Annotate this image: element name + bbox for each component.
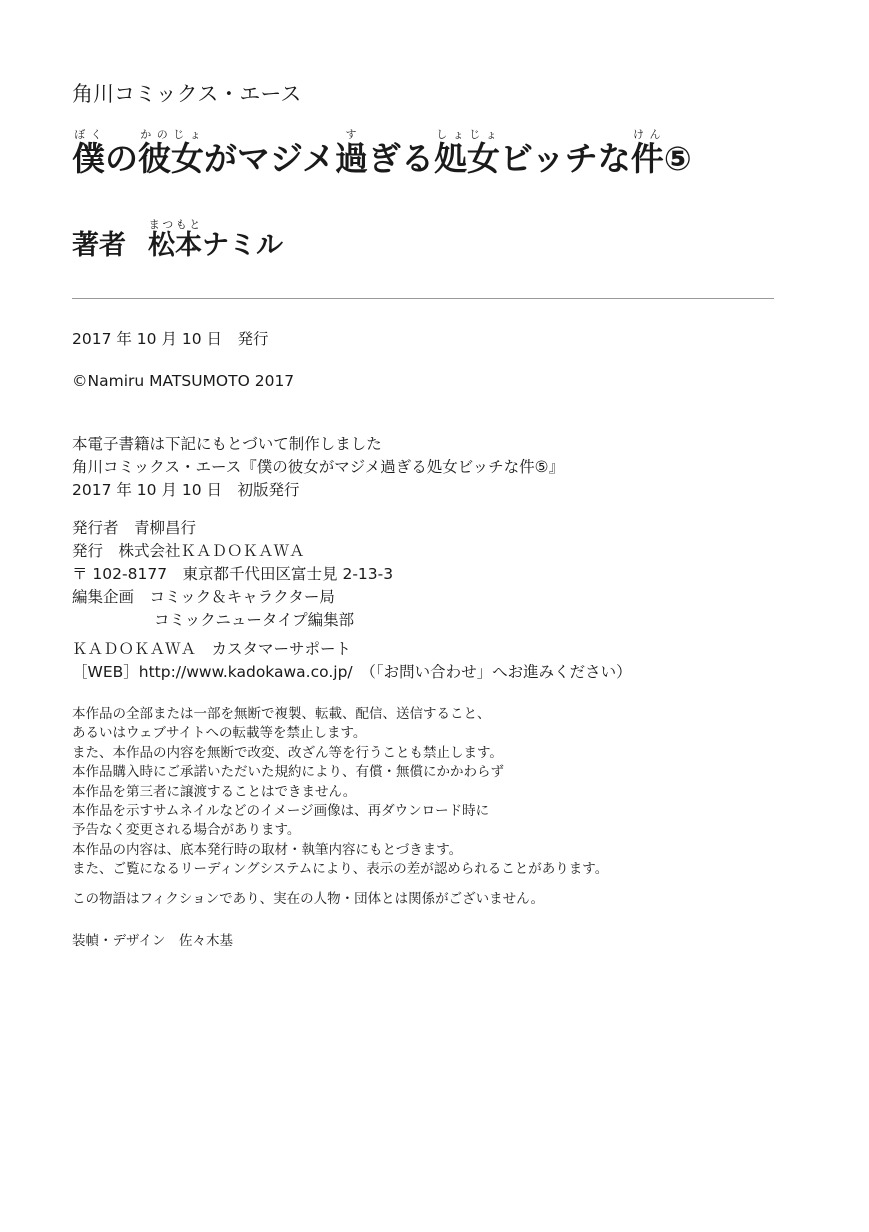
publisher-line: 発行者 青柳昌行 (72, 519, 197, 537)
divider (72, 298, 774, 299)
publisher-line-indented: コミックニュータイプ編集部 (154, 611, 355, 629)
title-seg-8: 件けん (630, 128, 664, 178)
source-line: 本電子書籍は下記にもとづいて制作しました (72, 435, 382, 453)
publisher-line: 編集企画 コミック＆キャラクター局 (72, 588, 335, 606)
title-seg-1: の (105, 139, 138, 178)
notice-line: 本作品の全部または一部を無断で複製、転載、配信、送信すること、 (72, 706, 491, 722)
title-seg-9: ⑤ (663, 139, 692, 178)
title-seg-2: 彼女かのじょ (138, 128, 204, 178)
title-seg-5: ぎる (368, 139, 435, 178)
author-name-rest: ナミル (202, 230, 283, 261)
title-seg-6: 処女しょじょ (434, 128, 501, 178)
design-credit: 装幀・デザイン 佐々木基 (72, 933, 234, 949)
copyright: ©Namiru MATSUMOTO 2017 (72, 372, 295, 390)
publisher-line: 発行 株式会社ＫＡＤＯＫＡＷＡ (72, 542, 305, 560)
author-name-ruby: 松本まつもと (148, 218, 202, 261)
notice-line: また、本作品の内容を無断で改変、改ざん等を行うことも禁止します。 (72, 744, 503, 761)
source-line: 角川コミックス・エース『僕の彼女がマジメ過ぎる処女ビッチな件⑤』 (72, 458, 565, 476)
support-block (72, 638, 632, 684)
notice-line: 本作品購入時にご承諾いただいた規約により、有償・無償にかかわらず (72, 764, 504, 781)
publisher-block (72, 517, 393, 632)
book-title (72, 128, 692, 185)
source-line: 2017 年 10 月 10 日 初版発行 (72, 481, 300, 499)
notice-line: 予告なく変更される場合があります。 (72, 822, 301, 839)
notice-line: あるいはウェブサイトへの転載等を禁止します。 (72, 725, 367, 742)
title-seg-3: がマジメ (204, 139, 336, 178)
legal-notice (72, 705, 608, 880)
support-line: ＫＡＤＯＫＡＷＡ カスタマーサポート (72, 640, 352, 658)
notice-line: 本作品を示すサムネイルなどのイメージ画像は、再ダウンロード時に (72, 803, 490, 820)
notice-line: また、ご覧になるリーディングシステムにより、表示の差が認められることがあります。 (72, 861, 609, 878)
notice-line: 本作品を第三者に譲渡することはできません。 (72, 783, 357, 800)
support-web-line: ［WEB］http://www.kadokawa.co.jp/ （「お問い合わせ」へお進みください） (72, 663, 632, 681)
author-role: 著者 (72, 230, 126, 261)
title-seg-0: 僕ぼく (72, 128, 105, 178)
source-block (72, 433, 564, 502)
fiction-notice: この物語はフィクションであり、実在の人物・団体とは関係がございません。 (72, 891, 544, 907)
imprint-label: 角川コミックス・エース (72, 82, 302, 106)
notice-line: 本作品の内容は、底本発行時の取材・執筆内容にもとづきます。 (72, 841, 463, 858)
publication-date: 2017 年 10 月 10 日 発行 (72, 330, 269, 348)
title-seg-4: 過す (335, 128, 369, 178)
publisher-line: 〒 102-8177 東京都千代田区富士見 2-13-3 (72, 565, 394, 583)
author-line (72, 218, 283, 268)
title-seg-7: ビッチな (500, 139, 631, 178)
